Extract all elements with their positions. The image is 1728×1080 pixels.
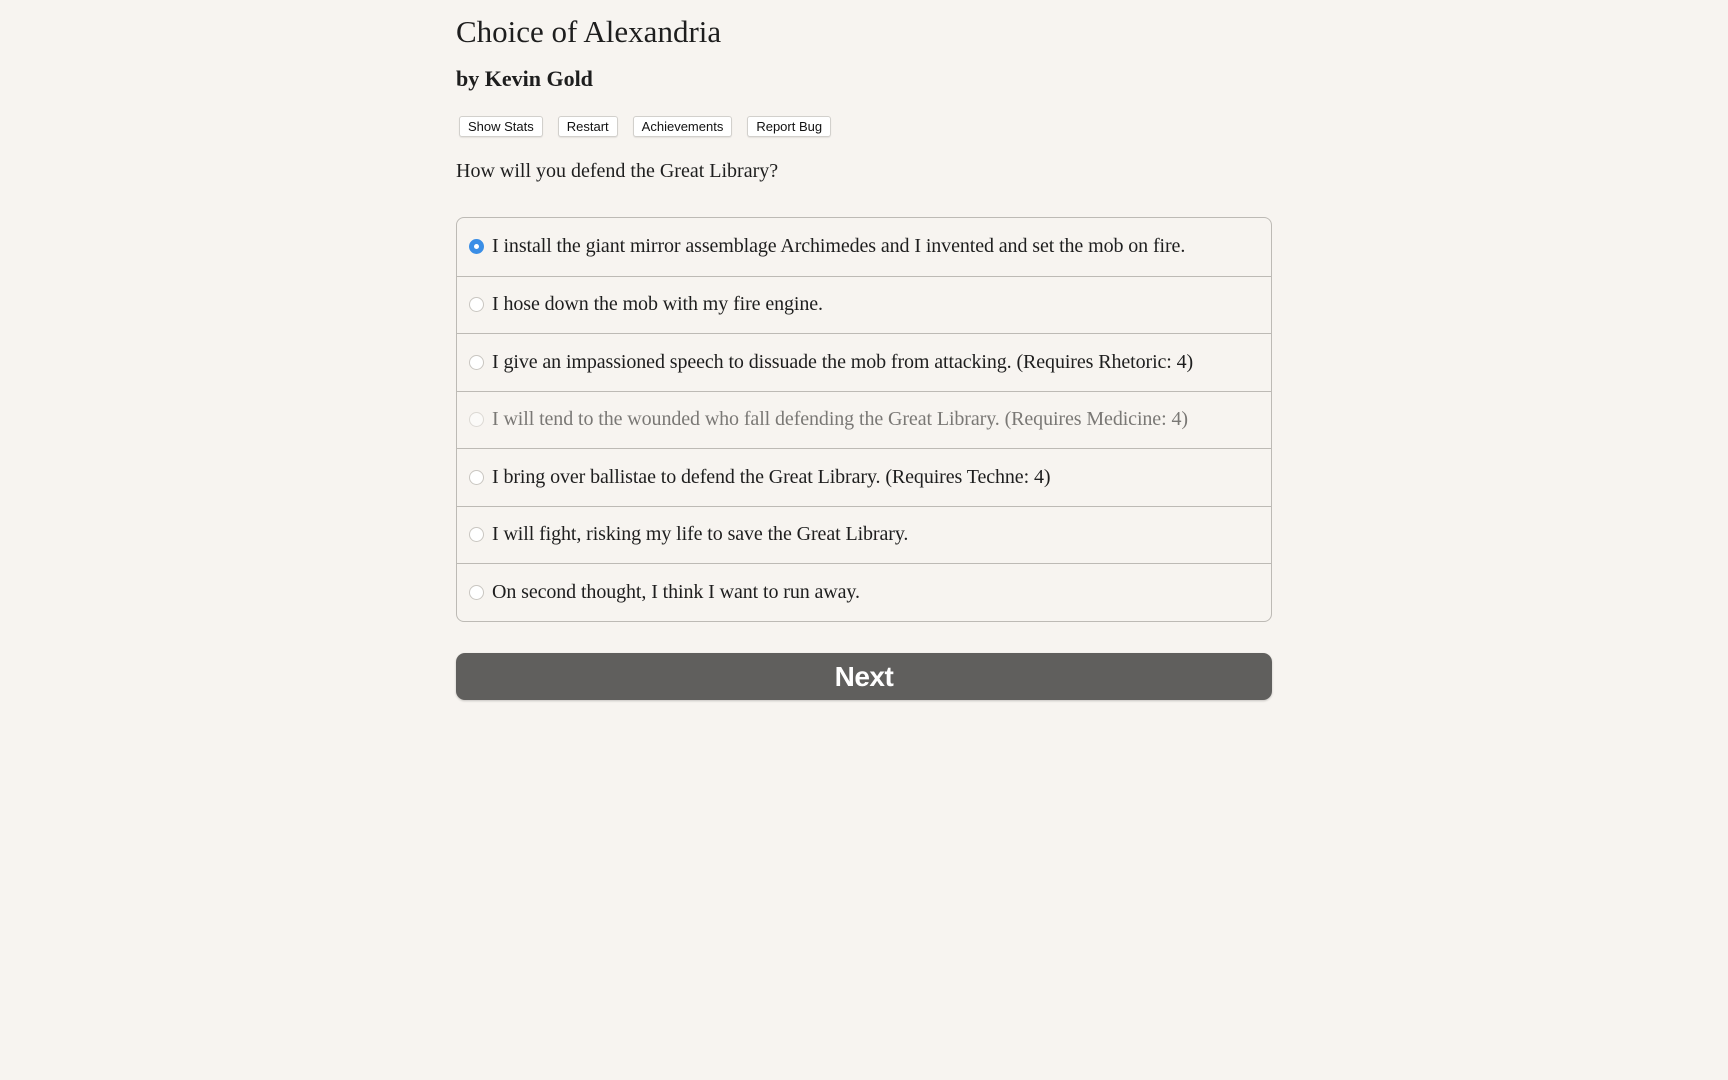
choice-label: I will tend to the wounded who fall defending the Great Library. (Requires Medicine: 4) xyxy=(492,408,1188,431)
choice-option[interactable] xyxy=(457,218,1271,276)
question-text: How will you defend the Great Library? xyxy=(456,160,779,182)
radio-button-selected[interactable] xyxy=(469,239,484,254)
choice-option[interactable] xyxy=(457,563,1271,621)
radio-button[interactable] xyxy=(469,355,484,370)
choice-label: I bring over ballistae to defend the Great Library. (Requires Techne: 4) xyxy=(492,465,1051,488)
achievements-button[interactable]: Achievements xyxy=(633,116,733,137)
radio-button-disabled xyxy=(469,412,484,427)
game-title: Choice of Alexandria xyxy=(456,14,722,49)
show-stats-button[interactable]: Show Stats xyxy=(459,116,543,137)
choice-label: I install the giant mirror assemblage Archimedes and I invented and set the mob on fire. xyxy=(492,235,1186,258)
choice-label: On second thought, I think I want to run away. xyxy=(492,580,860,603)
choice-option[interactable] xyxy=(457,448,1271,506)
choice-list xyxy=(456,217,1272,622)
radio-button[interactable] xyxy=(469,297,484,312)
choice-option[interactable] xyxy=(457,333,1271,391)
restart-button[interactable]: Restart xyxy=(558,116,618,137)
choice-label: I hose down the mob with my fire engine. xyxy=(492,293,823,316)
radio-button[interactable] xyxy=(469,527,484,542)
choice-option-disabled xyxy=(457,391,1271,449)
next-button[interactable]: Next xyxy=(456,653,1272,700)
game-author: by Kevin Gold xyxy=(456,66,593,91)
choice-option[interactable] xyxy=(457,506,1271,564)
choice-option[interactable] xyxy=(457,276,1271,334)
report-bug-button[interactable]: Report Bug xyxy=(747,116,831,137)
radio-button[interactable] xyxy=(469,470,484,485)
choice-label: I give an impassioned speech to dissuade the mob from attacking. (Requires Rhetoric: 4) xyxy=(492,350,1194,373)
toolbar xyxy=(459,116,831,137)
choice-label: I will fight, risking my life to save the Great Library. xyxy=(492,523,909,546)
radio-button[interactable] xyxy=(469,585,484,600)
